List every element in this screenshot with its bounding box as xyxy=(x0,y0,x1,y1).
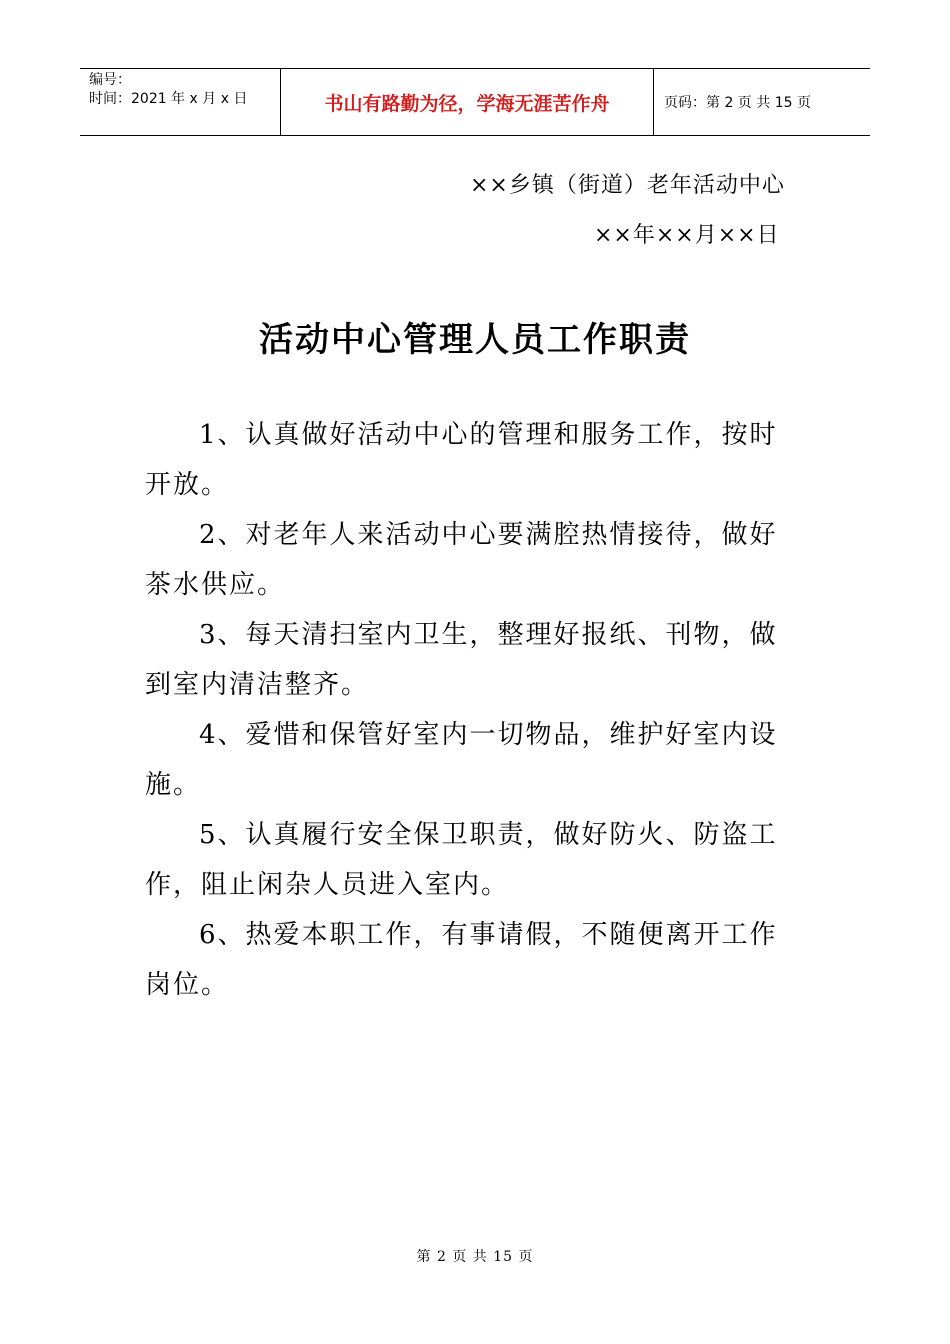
signature-date: ××年××月××日 xyxy=(594,223,780,248)
page-title: 活动中心管理人员工作职责 xyxy=(259,320,691,360)
duty-item: 5、认真履行安全保卫职责，做好防火、防盗工作，阻止闲杂人员进入室内。 xyxy=(145,820,778,900)
duty-item: 4、爱惜和保管好室内一切物品，维护好室内设施。 xyxy=(145,720,778,800)
time-label: 时间：2021 年 x 月 x 日 xyxy=(89,91,248,107)
header-meta xyxy=(80,69,281,135)
number-label: 编号： xyxy=(89,72,131,88)
duty-item: 1、认真做好活动中心的管理和服务工作，按时开放。 xyxy=(145,420,778,500)
header-motto: 书山有路勤为径，学海无涯苦作舟 xyxy=(281,69,654,135)
duty-list xyxy=(145,410,795,1010)
signature-organization: ××乡镇（街道）老年活动中心 xyxy=(470,173,785,198)
header-page-info: 页码：第 2 页 共 15 页 xyxy=(664,95,811,111)
duty-item: 3、每天清扫室内卫生，整理好报纸、刊物，做到室内清洁整齐。 xyxy=(145,620,778,700)
duty-item: 2、对老年人来活动中心要满腔热情接待，做好茶水供应。 xyxy=(145,520,778,600)
duty-item: 6、热爱本职工作，有事请假，不随便离开工作岗位。 xyxy=(145,920,778,1000)
page-footer: 第 2 页 共 15 页 xyxy=(416,1249,534,1265)
document-header xyxy=(80,68,870,136)
